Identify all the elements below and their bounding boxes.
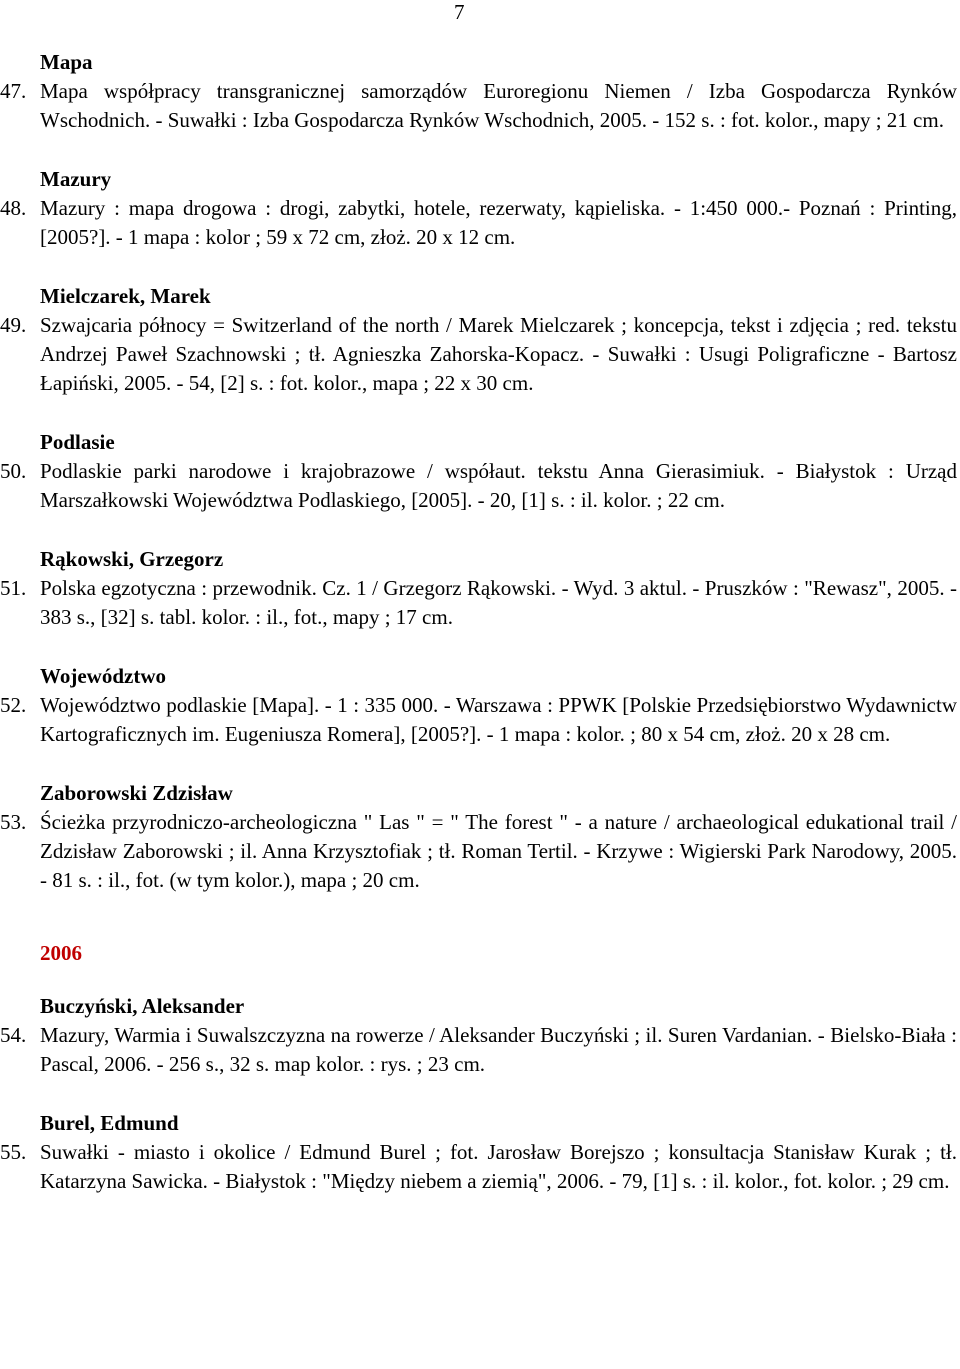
entry-text: Szwajcaria północy = Switzerland of the north / Marek Mielczarek ; koncepcja, tekst i zdjęcia ; red. tekstu Andrzej Paweł Szachnowski ; tł. Agnieszka Zahorska-Kopacz. - Suwałki : Usugi Poligraficzne - Bartosz Łapiński, 2005. - 54, [2] s. : fot. kolor., mapa ; 22 x 30 cm.: [40, 313, 957, 395]
section-heading: Podlasie: [40, 430, 115, 454]
bibliography-entry: [0, 457, 960, 515]
entry-text: Mazury : mapa drogowa : drogi, zabytki, hotele, rezerwaty, kąpieliska. - 1:450 000.- Poznań : Printing, [2005?]. - 1 mapa : kolor ; 59 x 72 cm, złoż. 20 x 12 cm.: [40, 196, 957, 249]
bibliography-entry: [0, 311, 960, 398]
bibliography-entry: [0, 574, 960, 632]
bibliography-list: [0, 48, 960, 1226]
section-heading: Mazury: [40, 167, 112, 191]
bibliography-section: [0, 992, 960, 1079]
section-heading: Rąkowski, Grzegorz: [40, 547, 224, 571]
entry-text: Mapa współpracy transgranicznej samorządów Euroregionu Niemen / Izba Gospodarcza Rynków Wschodnich. - Suwałki : Izba Gospodarcza Rynków Wschodnich, 2005. - 152 s. : fot. kolor., mapy ; 21 cm.: [40, 79, 957, 132]
entry-text: Województwo podlaskie [Mapa]. - 1 : 335 000. - Warszawa : PPWK [Polskie Przedsiębiorstwo Wydawnictw Kartograficznych im. Eugeniusza Romera], [2005?]. - 1 mapa : kolor. ; 80 x 54 cm, złoż. 20 x 28 cm.: [40, 693, 957, 746]
bibliography-entry: [0, 808, 960, 895]
page-number: 7: [454, 0, 465, 24]
section-heading: Buczyński, Aleksander: [40, 994, 245, 1018]
bibliography-entry: [0, 691, 960, 749]
entry-text: Podlaskie parki narodowe i krajobrazowe / współaut. tekstu Anna Gierasimiuk. - Białystok : Urząd Marszałkowski Województwa Podlaskiego, [2005]. - 20, [1] s. : il. kolor. ; 22 cm.: [40, 459, 957, 512]
entry-text: Ścieżka przyrodniczo-archeologiczna " Las " = " The forest " - a nature / archaeological edukational trail / Zdzisław Zaborowski ; il. Anna Krzysztofiak ; tł. Roman Tertil. - Krzywe : Wigierski Park Narodowy, 2005. - 81 s. : il., fot. (w tym kolor.), mapa ; 20 cm.: [40, 810, 957, 892]
section-heading: Województwo: [40, 664, 166, 688]
bibliography-section: [0, 662, 960, 749]
section-heading: Mielczarek, Marek: [40, 284, 211, 308]
section-heading: Mapa: [40, 50, 93, 74]
bibliography-entry: [0, 1138, 960, 1196]
bibliography-section: [0, 282, 960, 398]
entry-text: Polska egzotyczna : przewodnik. Cz. 1 / Grzegorz Rąkowski. - Wyd. 3 aktul. - Pruszków : "Rewasz", 2005. - 383 s., [32] s. tabl. kolor. : il., fot., mapy ; 17 cm.: [40, 576, 957, 629]
year-heading: 2006: [40, 941, 82, 965]
entry-number: 47.: [0, 79, 27, 103]
bibliography-section: [0, 48, 960, 135]
section-heading: Zaborowski Zdzisław: [40, 781, 233, 805]
entry-number: 49.: [0, 313, 27, 337]
bibliography-entry: [0, 77, 960, 135]
entry-number: 53.: [0, 810, 27, 834]
bibliography-section: [0, 779, 960, 895]
bibliography-section: [0, 165, 960, 252]
entry-text: Suwałki - miasto i okolice / Edmund Burel ; fot. Jarosław Borejszo ; konsultacja Stanisław Kurak ; tł. Katarzyna Sawicka. - Białystok : "Między niebem a ziemią", 2006. - 79, [1] s. : il. kolor., fot. kolor. ; 29 cm.: [40, 1140, 957, 1193]
entry-number: 48.: [0, 196, 27, 220]
entry-number: 50.: [0, 459, 27, 483]
entry-number: 52.: [0, 693, 27, 717]
bibliography-section: [0, 545, 960, 632]
bibliography-section: [0, 1109, 960, 1196]
bibliography-section: [0, 428, 960, 515]
entry-number: 54.: [0, 1023, 27, 1047]
bibliography-entry: [0, 194, 960, 252]
entry-text: Mazury, Warmia i Suwalszczyzna na rowerze / Aleksander Buczyński ; il. Suren Vardanian. - Bielsko-Biała : Pascal, 2006. - 256 s., 32 s. map kolor. : rys. ; 23 cm.: [40, 1023, 957, 1076]
bibliography-entry: [0, 1021, 960, 1079]
section-heading: Burel, Edmund: [40, 1111, 179, 1135]
entry-number: 51.: [0, 576, 27, 600]
entry-number: 55.: [0, 1140, 27, 1164]
